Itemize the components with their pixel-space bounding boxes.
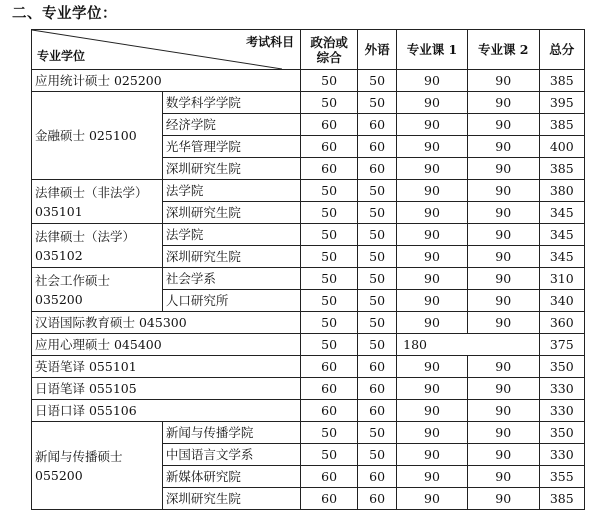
course1-score-cell: 90 xyxy=(397,114,468,136)
table-body xyxy=(32,70,585,510)
course2-score-cell: 90 xyxy=(467,466,539,488)
foreign-score-cell: 60 xyxy=(358,356,397,378)
total-score-cell: 345 xyxy=(539,224,584,246)
total-score-cell: 350 xyxy=(539,356,584,378)
foreign-score-cell: 50 xyxy=(358,70,397,92)
politics-score-cell: 50 xyxy=(301,202,358,224)
school-cell: 新闻与传播学院 xyxy=(162,422,300,444)
table-row xyxy=(32,268,585,290)
school-cell: 经济学院 xyxy=(162,114,300,136)
course2-score-cell: 90 xyxy=(467,180,539,202)
course2-score-cell: 90 xyxy=(467,356,539,378)
total-score-cell: 380 xyxy=(539,180,584,202)
course1-score-cell: 90 xyxy=(397,268,468,290)
course1-score-cell: 90 xyxy=(397,488,468,510)
degree-cell: 应用统计硕士 025200 xyxy=(32,70,301,92)
course1-score-cell: 90 xyxy=(397,422,468,444)
politics-score-cell: 50 xyxy=(301,290,358,312)
politics-score-cell: 60 xyxy=(301,378,358,400)
foreign-score-cell: 60 xyxy=(358,466,397,488)
course1-score-cell: 90 xyxy=(397,202,468,224)
course2-score-cell: 90 xyxy=(467,224,539,246)
degree-cell: 应用心理硕士 045400 xyxy=(32,334,301,356)
table-row xyxy=(32,224,585,246)
course1-score-cell: 180 xyxy=(397,334,539,356)
header-row xyxy=(32,30,585,70)
table-row xyxy=(32,334,585,356)
politics-score-cell: 50 xyxy=(301,422,358,444)
school-cell: 光华管理学院 xyxy=(162,136,300,158)
degree-cell: 英语笔译 055101 xyxy=(32,356,301,378)
course2-score-cell: 90 xyxy=(467,290,539,312)
course2-score-cell: 90 xyxy=(467,158,539,180)
course1-score-cell: 90 xyxy=(397,356,468,378)
course2-score-cell: 90 xyxy=(467,422,539,444)
foreign-score-cell: 50 xyxy=(358,290,397,312)
course1-score-cell: 90 xyxy=(397,246,468,268)
foreign-score-cell: 50 xyxy=(358,444,397,466)
foreign-score-cell: 60 xyxy=(358,114,397,136)
foreign-score-cell: 50 xyxy=(358,246,397,268)
foreign-language-header: 外语 xyxy=(358,30,397,70)
degree-cell: 金融硕士 025100 xyxy=(32,92,163,180)
degree-label: 专业学位 xyxy=(37,49,86,63)
politics-score-cell: 50 xyxy=(301,92,358,114)
total-score-cell: 400 xyxy=(539,136,584,158)
politics-score-cell: 60 xyxy=(301,488,358,510)
school-cell: 法学院 xyxy=(162,180,300,202)
politics-score-cell: 60 xyxy=(301,466,358,488)
course1-score-cell: 90 xyxy=(397,158,468,180)
school-cell: 数学科学学院 xyxy=(162,92,300,114)
politics-header: 政治或 综合 xyxy=(301,30,358,70)
school-cell: 社会学系 xyxy=(162,268,300,290)
degree-cell: 社会工作硕士 035200 xyxy=(32,268,163,312)
school-cell: 深圳研究生院 xyxy=(162,158,300,180)
degree-cell: 法律硕士（法学） 035102 xyxy=(32,224,163,268)
total-score-cell: 350 xyxy=(539,422,584,444)
table-row xyxy=(32,312,585,334)
school-cell: 深圳研究生院 xyxy=(162,246,300,268)
course1-score-cell: 90 xyxy=(397,290,468,312)
course1-score-cell: 90 xyxy=(397,70,468,92)
total-header: 总分 xyxy=(539,30,584,70)
course2-score-cell: 90 xyxy=(467,268,539,290)
foreign-score-cell: 50 xyxy=(358,92,397,114)
course2-score-cell: 90 xyxy=(467,246,539,268)
politics-score-cell: 50 xyxy=(301,180,358,202)
degree-cell: 新闻与传播硕士 055200 xyxy=(32,422,163,510)
degree-cell: 法律硕士（非法学） 035101 xyxy=(32,180,163,224)
course2-score-cell: 90 xyxy=(467,202,539,224)
politics-score-cell: 60 xyxy=(301,114,358,136)
total-score-cell: 330 xyxy=(539,400,584,422)
score-table xyxy=(31,29,585,510)
foreign-score-cell: 50 xyxy=(358,202,397,224)
politics-score-cell: 60 xyxy=(301,400,358,422)
foreign-score-cell: 60 xyxy=(358,136,397,158)
politics-score-cell: 50 xyxy=(301,246,358,268)
total-score-cell: 345 xyxy=(539,246,584,268)
total-score-cell: 385 xyxy=(539,70,584,92)
course1-score-cell: 90 xyxy=(397,444,468,466)
subjects-label: 考试科目 xyxy=(246,35,295,49)
total-score-cell: 340 xyxy=(539,290,584,312)
total-score-cell: 360 xyxy=(539,312,584,334)
foreign-score-cell: 50 xyxy=(358,268,397,290)
table-row xyxy=(32,400,585,422)
course1-header: 专业课 1 xyxy=(397,30,468,70)
header-corner-cell xyxy=(32,30,301,70)
politics-score-cell: 50 xyxy=(301,312,358,334)
politics-score-cell: 50 xyxy=(301,70,358,92)
course2-score-cell: 90 xyxy=(467,136,539,158)
school-cell: 人口研究所 xyxy=(162,290,300,312)
school-cell: 深圳研究生院 xyxy=(162,488,300,510)
total-score-cell: 385 xyxy=(539,114,584,136)
total-score-cell: 385 xyxy=(539,158,584,180)
course1-score-cell: 90 xyxy=(397,92,468,114)
course1-score-cell: 90 xyxy=(397,400,468,422)
course2-score-cell: 90 xyxy=(467,92,539,114)
politics-score-cell: 50 xyxy=(301,444,358,466)
total-score-cell: 330 xyxy=(539,444,584,466)
course2-score-cell: 90 xyxy=(467,488,539,510)
course1-score-cell: 90 xyxy=(397,180,468,202)
course2-score-cell: 90 xyxy=(467,312,539,334)
foreign-score-cell: 60 xyxy=(358,158,397,180)
school-cell: 法学院 xyxy=(162,224,300,246)
table-row xyxy=(32,378,585,400)
politics-score-cell: 60 xyxy=(301,136,358,158)
table-row xyxy=(32,180,585,202)
foreign-score-cell: 50 xyxy=(358,180,397,202)
course2-header: 专业课 2 xyxy=(467,30,539,70)
total-score-cell: 395 xyxy=(539,92,584,114)
politics-score-cell: 50 xyxy=(301,334,358,356)
politics-score-cell: 60 xyxy=(301,158,358,180)
foreign-score-cell: 60 xyxy=(358,488,397,510)
politics-score-cell: 50 xyxy=(301,268,358,290)
course1-score-cell: 90 xyxy=(397,466,468,488)
total-score-cell: 355 xyxy=(539,466,584,488)
course2-score-cell: 90 xyxy=(467,114,539,136)
school-cell: 新媒体研究院 xyxy=(162,466,300,488)
table-row xyxy=(32,356,585,378)
foreign-score-cell: 50 xyxy=(358,224,397,246)
degree-cell: 日语口译 055106 xyxy=(32,400,301,422)
foreign-score-cell: 50 xyxy=(358,312,397,334)
school-cell: 深圳研究生院 xyxy=(162,202,300,224)
course2-score-cell: 90 xyxy=(467,378,539,400)
foreign-score-cell: 50 xyxy=(358,334,397,356)
school-cell: 中国语言文学系 xyxy=(162,444,300,466)
table-row xyxy=(32,92,585,114)
course1-score-cell: 90 xyxy=(397,378,468,400)
foreign-score-cell: 60 xyxy=(358,378,397,400)
total-score-cell: 330 xyxy=(539,378,584,400)
course2-score-cell: 90 xyxy=(467,400,539,422)
course2-score-cell: 90 xyxy=(467,444,539,466)
politics-score-cell: 60 xyxy=(301,356,358,378)
table-row xyxy=(32,422,585,444)
table-row xyxy=(32,70,585,92)
total-score-cell: 375 xyxy=(539,334,584,356)
politics-score-cell: 50 xyxy=(301,224,358,246)
course1-score-cell: 90 xyxy=(397,312,468,334)
foreign-score-cell: 60 xyxy=(358,400,397,422)
degree-cell: 汉语国际教育硕士 045300 xyxy=(32,312,301,334)
total-score-cell: 310 xyxy=(539,268,584,290)
course2-score-cell: 90 xyxy=(467,70,539,92)
total-score-cell: 345 xyxy=(539,202,584,224)
total-score-cell: 385 xyxy=(539,488,584,510)
foreign-score-cell: 50 xyxy=(358,422,397,444)
course1-score-cell: 90 xyxy=(397,224,468,246)
course1-score-cell: 90 xyxy=(397,136,468,158)
degree-cell: 日语笔译 055105 xyxy=(32,378,301,400)
section-title: 二、专业学位： xyxy=(12,6,117,22)
